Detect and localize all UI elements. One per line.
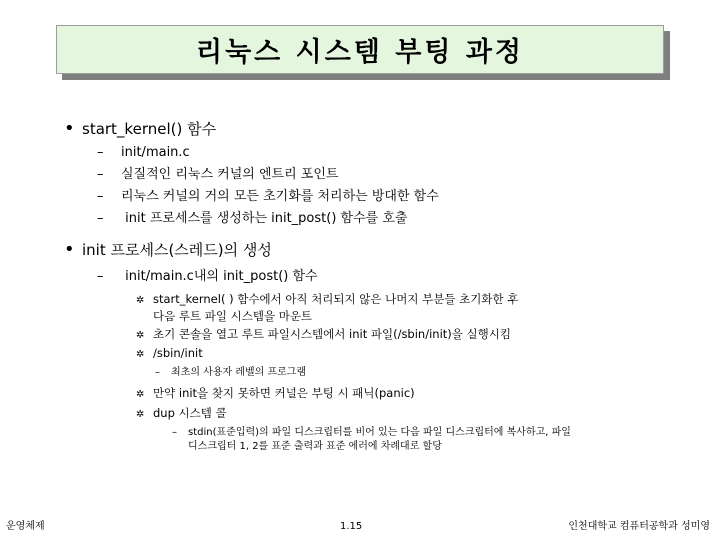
- dash-icon: –: [172, 427, 177, 438]
- star-item: [136, 291, 518, 309]
- star-text: start_kernel( ) 함수에서 아직 처리되지 않은 나머지 부분들 초기화한 후: [153, 292, 519, 306]
- dash-icon: –: [97, 189, 104, 204]
- page-number: 1.15: [340, 521, 363, 532]
- dash-icon: –: [97, 167, 104, 182]
- dash-text: 실질적인 리눅스 커널의 엔트리 포인트: [121, 167, 339, 182]
- star-text: 다음 루트 파일 시스템을 마운트: [153, 309, 313, 323]
- star-text: /sbin/init: [153, 346, 203, 360]
- sub-item: [155, 366, 306, 380]
- dash-text: init 프로세스를 생성하는 init_post() 함수를 호출: [121, 211, 408, 226]
- dash-item: [97, 188, 439, 206]
- dash-text: init/main.c내의 init_post() 함수: [121, 269, 318, 284]
- asterisk-icon: ✲: [136, 295, 145, 306]
- star-item: [136, 385, 415, 403]
- dash-item: [97, 166, 338, 184]
- bullet-dot-icon: •: [64, 239, 75, 260]
- bullet-dot-icon: •: [64, 118, 75, 139]
- bullet-text: init 프로세스(스레드)의 생성: [82, 241, 272, 259]
- dash-icon: –: [155, 367, 160, 378]
- dash-item: [97, 210, 407, 228]
- sub-text: stdin(표준입력)의 파일 디스크립터를 비어 있는 다음 파일 디스크립터에 복사하고, 파일: [188, 427, 571, 438]
- dash-icon: –: [97, 211, 104, 226]
- footer-left: 운영체제: [6, 521, 45, 532]
- sub-item: [172, 426, 571, 440]
- star-item: [136, 405, 227, 423]
- dash-text: init/main.c: [121, 145, 190, 160]
- asterisk-icon: ✲: [136, 349, 145, 360]
- star-text: 초기 콘솔을 열고 루트 파일시스템에서 init 파일(/sbin/init)을 실행시킴: [153, 327, 511, 341]
- asterisk-icon: ✲: [136, 409, 145, 420]
- dash-item: [97, 144, 190, 162]
- bullet-item: [64, 240, 272, 260]
- star-item: [136, 326, 511, 344]
- sub-text: 디스크립터 1, 2를 표준 출력과 표준 에러에 차례대로 할당: [188, 441, 442, 452]
- bullet-text: start_kernel() 함수: [82, 120, 217, 138]
- bullet-item: [64, 119, 216, 139]
- footer-right: 인천대학교 컴퓨터공학과 성미영: [568, 521, 710, 532]
- sub-text: 최초의 사용자 레벨의 프로그램: [171, 367, 307, 378]
- dash-text: 리눅스 커널의 거의 모든 초기화를 처리하는 방대한 함수: [121, 189, 439, 204]
- star-item: [136, 345, 203, 363]
- dash-icon: –: [97, 145, 104, 160]
- star-text: 만약 init을 찾지 못하면 커널은 부팅 시 패닉(panic): [153, 386, 415, 400]
- dash-item: [97, 268, 318, 286]
- title-box: [56, 25, 664, 74]
- slide-title: 리눅스 시스템 부팅 과정: [195, 37, 525, 68]
- star-item-continuation: [153, 308, 312, 324]
- star-text: dup 시스템 콜: [153, 406, 227, 420]
- dash-icon: –: [97, 269, 104, 284]
- asterisk-icon: ✲: [136, 330, 145, 341]
- asterisk-icon: ✲: [136, 389, 145, 400]
- sub-item-continuation: [188, 440, 442, 454]
